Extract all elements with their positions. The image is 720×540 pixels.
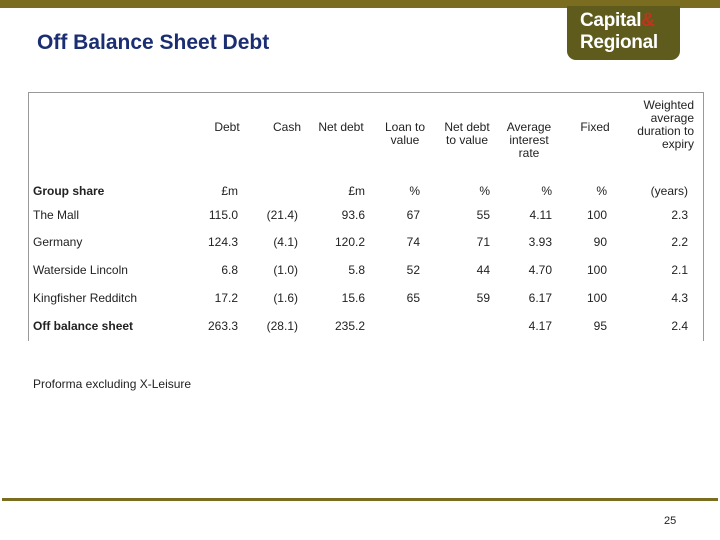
cell-fixed: 100 [586,263,607,277]
cell-duration: 2.3 [671,208,688,222]
cell-cash: (4.1) [273,235,298,249]
cell-fixed: 90 [593,235,607,249]
header-net-debt: Net debt [318,120,364,134]
logo-ampersand: & [641,10,655,31]
row-name-germany: Germany [33,235,83,249]
row-name-kingfisher-redditch: Kingfisher Redditch [33,291,138,305]
cell-loan-to-value: 74 [406,235,420,249]
cell-net-debt: 120.2 [334,235,365,249]
header-net-debt-to-value: Net debt to value [444,120,490,147]
unit-net-debt-to-value: % [479,184,490,198]
unit-loan-to-value: % [409,184,420,198]
bottom-accent-rule [2,498,718,501]
unit-debt: £m [221,184,238,198]
cell-debt: 124.3 [207,235,238,249]
cell-net-debt-total: 235.2 [334,319,365,333]
unit-duration: (years) [650,184,688,198]
cell-cash: (1.0) [273,263,298,277]
unit-fixed: % [596,184,607,198]
cell-average-interest-rate: 4.11 [529,208,552,222]
header-fixed: Fixed [580,120,610,134]
cell-loan-to-value: 67 [406,208,420,222]
cell-debt: 115.0 [208,208,238,222]
cell-debt: 17.2 [214,291,238,305]
company-logo [567,6,680,60]
logo-text-capital: Capital [580,10,642,31]
slide-title: Off Balance Sheet Debt [37,31,270,54]
cell-fixed: 100 [586,208,607,222]
cell-cash-total: (28.1) [266,319,298,333]
cell-average-interest-rate-total: 4.17 [528,319,552,333]
cell-net-debt-to-value: 44 [476,263,490,277]
header-loan-to-value: Loan to value [384,120,426,147]
header-weighted-average-duration: Weighted average duration to expiry [637,98,694,151]
row-name-off-balance-sheet: Off balance sheet [33,319,134,333]
unit-net-debt: £m [348,184,365,198]
cell-cash: (1.6) [273,291,298,305]
cell-debt: 6.8 [221,263,238,277]
cell-net-debt: 15.6 [341,291,365,305]
header-debt: Debt [214,120,240,134]
cell-net-debt-to-value: 55 [476,208,490,222]
cell-duration: 2.2 [671,235,688,249]
cell-net-debt-to-value: 59 [476,291,490,305]
cell-net-debt-to-value: 71 [476,235,490,249]
cell-duration-total: 2.4 [671,319,688,333]
cell-duration: 4.3 [671,291,688,305]
cell-duration: 2.1 [671,263,688,277]
row-name-the-mall: The Mall [33,208,80,222]
cell-average-interest-rate: 6.17 [528,291,552,305]
cell-debt-total: 263.3 [207,319,238,333]
header-cash: Cash [272,120,301,134]
footnote: Proforma excluding X-Leisure [33,377,192,391]
cell-average-interest-rate: 4.70 [528,263,552,277]
page-number: 25 [664,515,677,527]
unit-average-interest-rate: % [541,184,552,198]
cell-loan-to-value: 52 [406,263,420,277]
row-name-waterside-lincoln: Waterside Lincoln [33,263,128,277]
cell-fixed-total: 95 [593,319,607,333]
logo-text-regional: Regional [580,32,658,53]
cell-cash: (21.4) [266,208,298,222]
cell-net-debt: 93.6 [341,208,365,222]
cell-fixed: 100 [586,291,607,305]
cell-average-interest-rate: 3.93 [528,235,552,249]
units-label-group-share: Group share [33,184,105,198]
cell-net-debt: 5.8 [348,263,365,277]
header-average-interest-rate: Average interest rate [506,120,552,160]
cell-loan-to-value: 65 [406,291,420,305]
